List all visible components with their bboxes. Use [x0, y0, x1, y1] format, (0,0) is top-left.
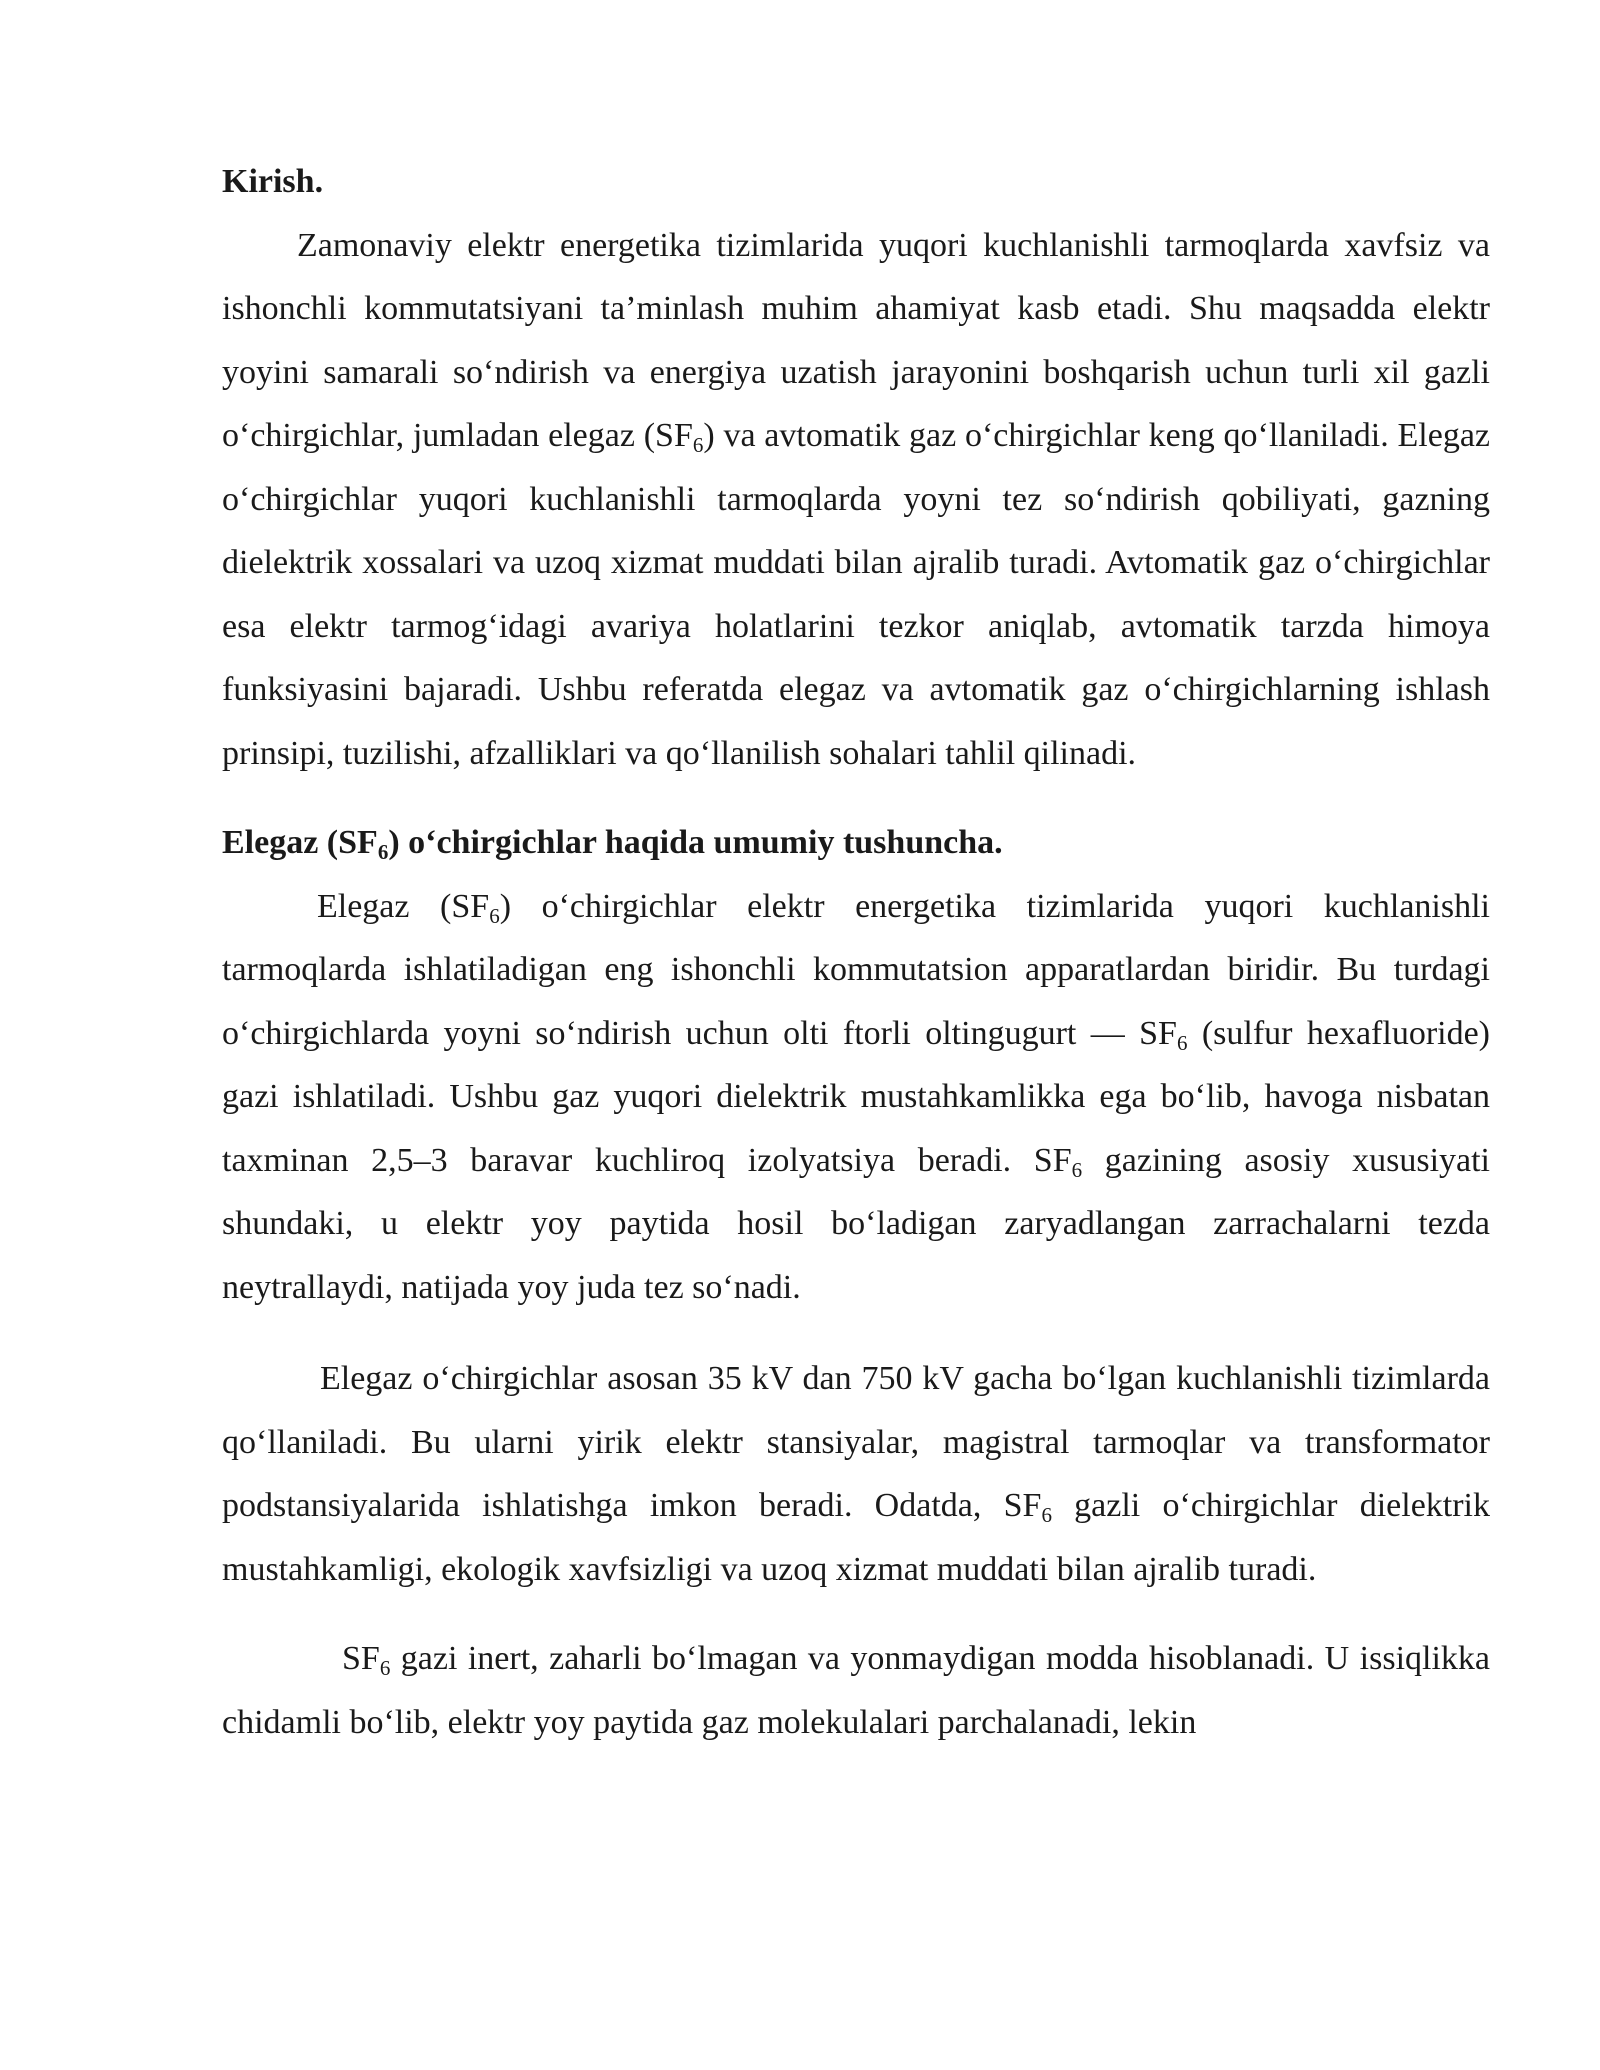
- paragraph-text: ) o‘chirgichlar elektr energetika tizimlarida yuqori kuchlanishli tarmoqlarda ishlatiladigan eng ishonchli kommutatsion apparatlardan biridir. Bu turdagi o‘chirgichlarda yoyni so‘ndirish uchun olti ftorli oltingugurt — SF: [222, 887, 1490, 1052]
- subscript: 6: [377, 840, 389, 864]
- subscript: 6: [1071, 1157, 1083, 1182]
- heading-text: ) o‘chirgichlar haqida umumiy tushuncha.: [388, 824, 1003, 861]
- subscript: 6: [1041, 1503, 1052, 1527]
- paragraph-intro: [222, 214, 1490, 786]
- paragraph-1: [222, 875, 1490, 1320]
- subscript: 6: [1176, 1030, 1188, 1055]
- heading-intro: Kirish.: [222, 163, 324, 200]
- paragraph-text: Zamonaviy elektr energetika tizimlarida yuqori kuchlanishli tarmoqlarda xavfsiz va ishonchli kommutatsiyani ta’minlash muhim ahamiyat kasb etadi. Shu maqsadda elektr yoyini samarali so‘ndirish va energiya uzatish jarayonini boshqarish uchun turli xil gazli o‘chirgichlar, jumladan elegaz (SF: [222, 226, 1490, 454]
- document-body: [222, 150, 1490, 1754]
- paragraph-text: ) va avtomatik gaz o‘chirgichlar keng qo‘llaniladi. Elegaz o‘chirgichlar yuqori kuchlanishli tarmoqlarda yoyni tez so‘ndirish qobiliyati, gazning dielektrik xossalari va uzoq xizmat muddati bilan ajralib turadi. Avtomatik gaz o‘chirgichlar esa elektr tarmog‘idagi avariya holatlarini tezkor aniqlab, avtomatik tarzda himoya funksiyasini bajaradi. Ushbu referatda elegaz va avtomatik gaz o‘chirgichlarning ishlash prinsipi, tuzilishi, afzalliklari va qo‘llanilish sohalari tahlil qilinadi.: [222, 417, 1491, 772]
- paragraph-text: gazining asosiy xususiyati shundaki, u elektr yoy paytida hosil bo‘ladigan zaryadlangan zarrachalarni tezda neytrallaydi, natijada yoy juda tez so‘nadi.: [222, 1141, 1490, 1306]
- paragraph-text: (sulfur hexafluoride) gazi ishlatiladi. Ushbu gaz yuqori dielektrik mustahkamlikka ega bo‘lib, havoga nisbatan taxminan 2,5–3 baravar kuchliroq izolyatsiya beradi. SF: [222, 1014, 1491, 1179]
- heading-section: [222, 811, 1490, 875]
- paragraph-text: Elegaz o‘chirgichlar asosan 35 kV dan 750 kV gacha bo‘lgan kuchlanishli tizimlarda qo‘llaniladi. Bu ularni yirik elektr stansiyalar, magistral tarmoqlar va transformator podstansiyalarida ishlatishga imkon beradi. Odatda, SF: [222, 1360, 1490, 1524]
- paragraph-text: Elegaz (SF: [317, 887, 490, 925]
- subscript: 6: [692, 433, 704, 457]
- paragraph-text: SF: [342, 1640, 380, 1677]
- paragraph-text: gazi inert, zaharli bo‘lmagan va yonmaydigan modda hisoblanadi. U issiqlikka chidamli bo‘lib, elektr yoy paytida gaz molekulalari parchalanadi, lekin: [222, 1640, 1490, 1741]
- paragraph-3: [222, 1627, 1490, 1754]
- subscript: 6: [489, 903, 500, 928]
- paragraph-2: [222, 1347, 1490, 1601]
- subscript: 6: [379, 1656, 391, 1680]
- heading-text: Elegaz (SF: [222, 824, 378, 861]
- paragraph-text: gazli o‘chirgichlar dielektrik mustahkamligi, ekologik xavfsizligi va uzoq xizmat muddati bilan ajralib turadi.: [222, 1487, 1490, 1588]
